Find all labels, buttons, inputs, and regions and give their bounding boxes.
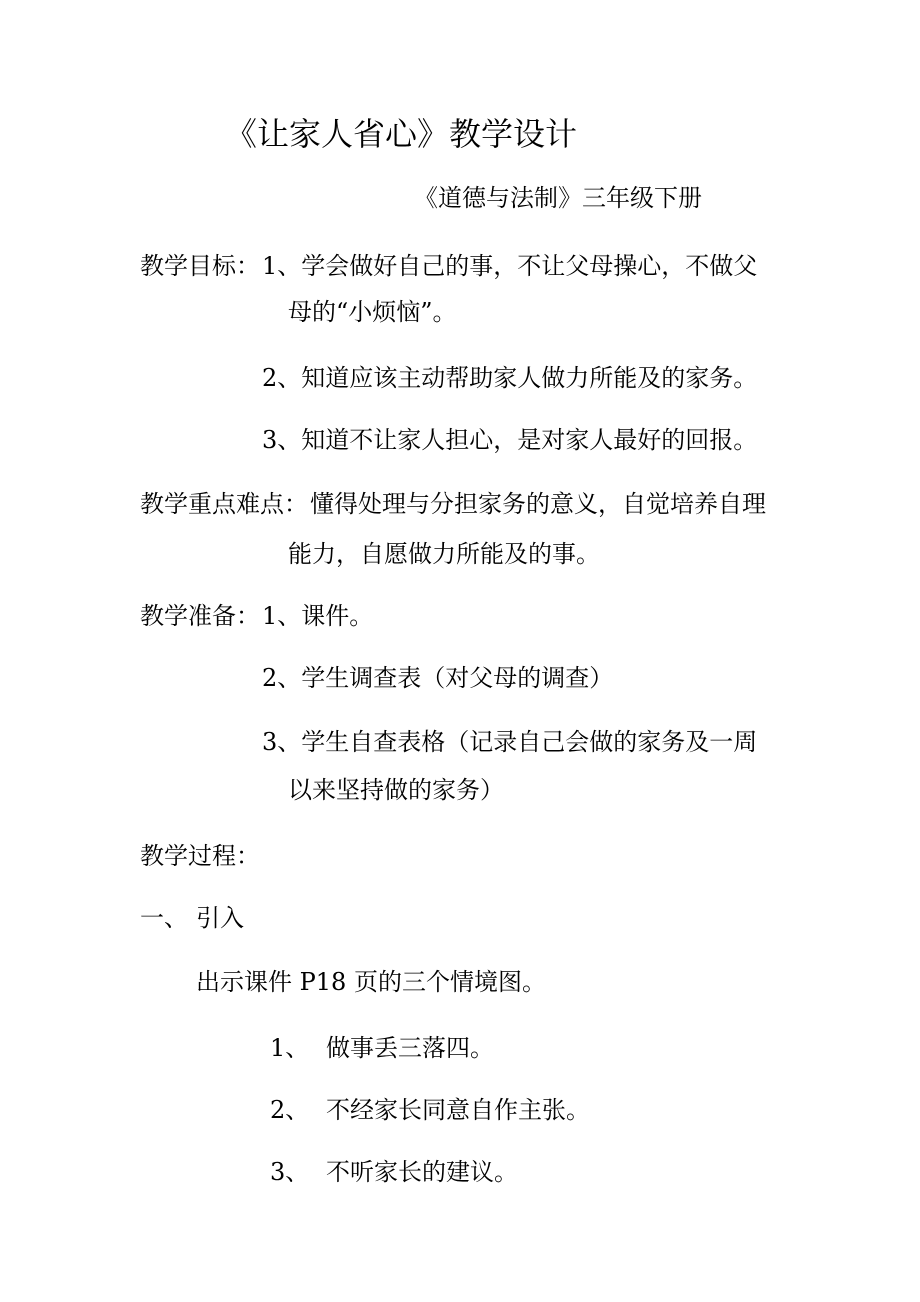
scenario-1-text: 做事丢三落四。	[326, 1034, 494, 1062]
objective-2: 2、知道应该主动帮助家人做力所能及的家务。	[262, 364, 758, 392]
scenario-2-text: 不经家长同意自作主张。	[326, 1096, 590, 1124]
section-1-heading: 引入	[196, 904, 244, 932]
section-1-intro: 出示课件 P18 页的三个情境图。	[196, 968, 546, 996]
scenario-1-number: 1、	[270, 1034, 310, 1062]
section-1-number: 一、	[140, 904, 188, 932]
objective-1-line-1: 1、学会做好自己的事，不让父母操心，不做父	[262, 252, 758, 280]
key-points-line-2: 能力，自愿做力所能及的事。	[288, 540, 600, 568]
scenario-3-number: 3、	[270, 1158, 310, 1186]
scenario-3-text: 不听家长的建议。	[326, 1158, 518, 1186]
objective-3: 3、知道不让家人担心，是对家人最好的回报。	[262, 426, 758, 454]
document-subtitle: 《道德与法制》三年级下册	[414, 184, 702, 212]
preparation-2: 2、学生调查表（对父母的调查）	[262, 664, 614, 692]
key-points-label: 教学重点难点：	[140, 490, 308, 518]
preparation-1: 1、课件。	[262, 602, 374, 630]
preparation-3-line-1: 3、学生自查表格（记录自己会做的家务及一周	[262, 728, 758, 756]
document-title: 《让家人省心》教学设计	[225, 115, 578, 153]
objectives-label: 教学目标：	[140, 252, 260, 280]
key-points-line-1: 懂得处理与分担家务的意义，自觉培养自理	[310, 490, 766, 518]
preparation-3-line-2: 以来坚持做的家务）	[288, 776, 504, 804]
process-label: 教学过程：	[140, 842, 260, 870]
preparation-label: 教学准备：	[140, 602, 260, 630]
objective-1-line-2: 母的“小烦恼”。	[288, 298, 457, 326]
scenario-2-number: 2、	[270, 1096, 310, 1124]
